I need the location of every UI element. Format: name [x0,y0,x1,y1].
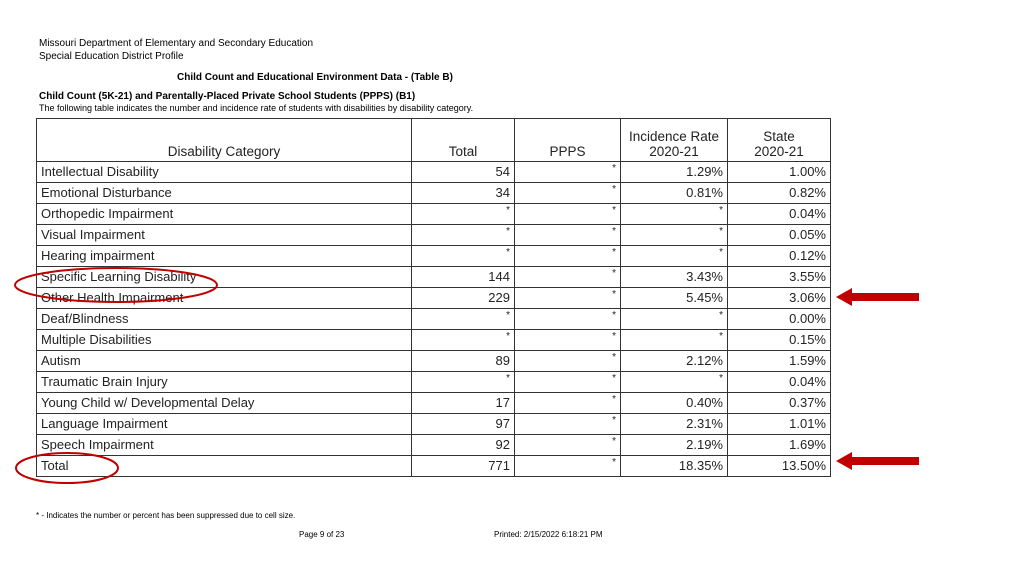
ppps-cell-value: * [612,373,616,384]
ppps-cell [515,372,621,393]
total-cell [412,393,515,414]
incidence-cell [621,393,728,414]
ppps-cell [515,204,621,225]
total-cell [412,204,515,225]
ppps-cell-value: * [612,352,616,363]
category-cell [37,225,412,246]
category-cell [37,246,412,267]
table-title: Child Count and Educational Environment Data - (Table B) [177,72,453,83]
category-cell [37,204,412,225]
state-cell [728,225,831,246]
category-cell [37,162,412,183]
category-cell [37,183,412,204]
category-cell-value: Visual Impairment [41,227,145,242]
incidence-cell-value: 2.12% [686,353,723,368]
table-row [37,393,831,414]
total-cell-value: 97 [495,416,510,431]
column-header-ppps: PPPS [515,119,621,162]
ppps-cell [515,309,621,330]
total-cell-value: 54 [495,164,510,179]
category-cell-value: Emotional Disturbance [41,185,172,200]
ppps-cell-value: * [612,436,616,447]
category-cell [37,351,412,372]
column-header-total: Total [412,119,515,162]
state-cell-value: 0.04% [789,206,826,221]
state-header-line2: 2020-21 [754,144,804,159]
total-cell [412,351,515,372]
table-row [37,246,831,267]
incidence-cell [621,456,728,477]
total-cell-value: * [506,247,510,258]
state-cell [728,456,831,477]
total-cell [412,414,515,435]
disability-count-table [36,118,831,477]
ppps-cell-value: * [612,184,616,195]
ppps-cell-value: * [612,268,616,279]
column-header-state [728,119,831,162]
incidence-cell [621,309,728,330]
table-row [37,372,831,393]
category-cell-value: Language Impairment [41,416,168,431]
state-cell-value: 13.50% [781,458,826,473]
incidence-cell-value: 1.29% [686,164,723,179]
state-cell-value: 0.15% [789,332,826,347]
state-cell-value: 0.00% [789,311,826,326]
ppps-cell [515,288,621,309]
state-cell [728,288,831,309]
state-cell [728,435,831,456]
category-cell-value: Deaf/Blindness [41,311,129,326]
highlight-arrow-total [836,452,919,470]
state-cell-value: 3.06% [789,290,826,305]
incidence-cell-value: 0.40% [686,395,723,410]
category-cell [37,372,412,393]
category-cell-value: Intellectual Disability [41,164,159,179]
incidence-cell-value: * [719,205,723,216]
ppps-cell-value: * [612,205,616,216]
ppps-cell [515,267,621,288]
ppps-cell-value: * [612,331,616,342]
category-cell-value: Autism [41,353,81,368]
incidence-cell [621,414,728,435]
state-cell [728,372,831,393]
incidence-cell [621,162,728,183]
total-cell-value: 229 [488,290,510,305]
state-cell-value: 0.37% [789,395,826,410]
incidence-cell [621,246,728,267]
printed-timestamp: Printed: 2/15/2022 6:18:21 PM [494,530,603,539]
state-cell-value: 1.69% [789,437,826,452]
total-cell-value: * [506,226,510,237]
table-row [37,162,831,183]
total-cell [412,246,515,267]
disability-table-container [36,118,831,477]
state-cell [728,330,831,351]
ppps-cell [515,435,621,456]
table-row [37,435,831,456]
table-row [37,204,831,225]
incidence-cell [621,330,728,351]
incidence-cell-value: * [719,373,723,384]
table-row [37,351,831,372]
page-number: Page 9 of 23 [299,530,345,539]
ppps-cell [515,351,621,372]
incidence-header-line2: 2020-21 [649,144,699,159]
ppps-cell [515,246,621,267]
ppps-cell-value: * [612,226,616,237]
total-cell-value: * [506,310,510,321]
table-row [37,414,831,435]
state-cell [728,204,831,225]
state-cell [728,414,831,435]
state-header-line1: State [763,129,795,144]
incidence-cell-value: * [719,310,723,321]
table-row [37,267,831,288]
table-row [37,309,831,330]
state-cell [728,393,831,414]
incidence-cell-value: 18.35% [678,458,723,473]
state-cell [728,309,831,330]
total-cell [412,267,515,288]
category-cell [37,414,412,435]
ppps-cell [515,183,621,204]
total-cell-value: 17 [495,395,510,410]
table-row [37,225,831,246]
ppps-cell-value: * [612,247,616,258]
category-cell-value: Total [41,458,69,473]
category-cell [37,288,412,309]
category-cell [37,330,412,351]
incidence-cell [621,204,728,225]
state-cell-value: 1.01% [789,416,826,431]
incidence-cell-value: 0.81% [686,185,723,200]
column-header-category: Disability Category [37,119,412,162]
state-cell-value: 3.55% [789,269,826,284]
ppps-cell [515,414,621,435]
category-cell [37,393,412,414]
category-cell-value: Traumatic Brain Injury [41,374,168,389]
ppps-cell [515,162,621,183]
total-cell [412,309,515,330]
incidence-cell [621,372,728,393]
incidence-cell [621,288,728,309]
ppps-cell [515,456,621,477]
agency-name: Missouri Department of Elementary and Secondary Education [39,38,314,49]
total-cell-value: 144 [488,269,510,284]
incidence-cell-value: * [719,331,723,342]
total-cell [412,225,515,246]
state-cell-value: 0.82% [789,185,826,200]
total-cell [412,162,515,183]
ppps-cell-value: * [612,310,616,321]
ppps-cell [515,393,621,414]
incidence-cell-value: 3.43% [686,269,723,284]
incidence-cell [621,225,728,246]
state-cell-value: 1.00% [789,164,826,179]
total-cell-value: * [506,205,510,216]
table-row [37,183,831,204]
category-cell-value: Hearing impairment [41,248,155,263]
category-cell [37,435,412,456]
ppps-cell-value: * [612,394,616,405]
total-cell [412,330,515,351]
state-cell-value: 0.04% [789,374,826,389]
total-cell-value: 92 [495,437,510,452]
total-cell-value: * [506,331,510,342]
table-row [37,456,831,477]
total-cell-value: 34 [495,185,510,200]
incidence-cell [621,267,728,288]
category-cell-value: Other Health Impairment [41,290,184,305]
total-cell [412,456,515,477]
total-cell-value: 89 [495,353,510,368]
state-cell [728,351,831,372]
category-cell [37,309,412,330]
report-name: Special Education District Profile [39,51,184,62]
incidence-cell [621,183,728,204]
state-cell [728,267,831,288]
total-cell-value: 771 [488,458,510,473]
incidence-cell-value: * [719,247,723,258]
column-header-incidence [621,119,728,162]
state-cell-value: 0.12% [789,248,826,263]
incidence-cell-value: 2.31% [686,416,723,431]
incidence-cell-value: 5.45% [686,290,723,305]
state-cell-value: 1.59% [789,353,826,368]
incidence-cell-value: * [719,226,723,237]
section-description: The following table indicates the number and incidence rate of students with disabilities by disability category. [39,103,474,113]
category-cell-value: Multiple Disabilities [41,332,152,347]
state-cell [728,162,831,183]
incidence-cell [621,435,728,456]
state-cell [728,183,831,204]
incidence-cell [621,351,728,372]
ppps-cell-value: * [612,457,616,468]
ppps-cell [515,225,621,246]
total-cell-value: * [506,373,510,384]
category-cell [37,456,412,477]
state-cell [728,246,831,267]
table-header-row [37,119,831,162]
ppps-cell-value: * [612,163,616,174]
table-row [37,330,831,351]
state-cell-value: 0.05% [789,227,826,242]
highlight-arrow-other-health [836,288,919,306]
total-cell [412,288,515,309]
incidence-header-line1: Incidence Rate [628,129,720,144]
table-row [37,288,831,309]
ppps-cell-value: * [612,289,616,300]
category-cell [37,267,412,288]
section-title: Child Count (5K-21) and Parentally-Placed Private School Students (PPPS) (B1) [39,91,416,102]
total-cell [412,372,515,393]
total-cell [412,435,515,456]
category-cell-value: Young Child w/ Developmental Delay [41,395,255,410]
category-cell-value: Speech Impairment [41,437,154,452]
ppps-cell [515,330,621,351]
total-cell [412,183,515,204]
category-cell-value: Specific Learning Disability [41,269,197,284]
category-cell-value: Orthopedic Impairment [41,206,174,221]
suppression-footnote: * - Indicates the number or percent has been suppressed due to cell size. [36,511,296,520]
ppps-cell-value: * [612,415,616,426]
incidence-cell-value: 2.19% [686,437,723,452]
